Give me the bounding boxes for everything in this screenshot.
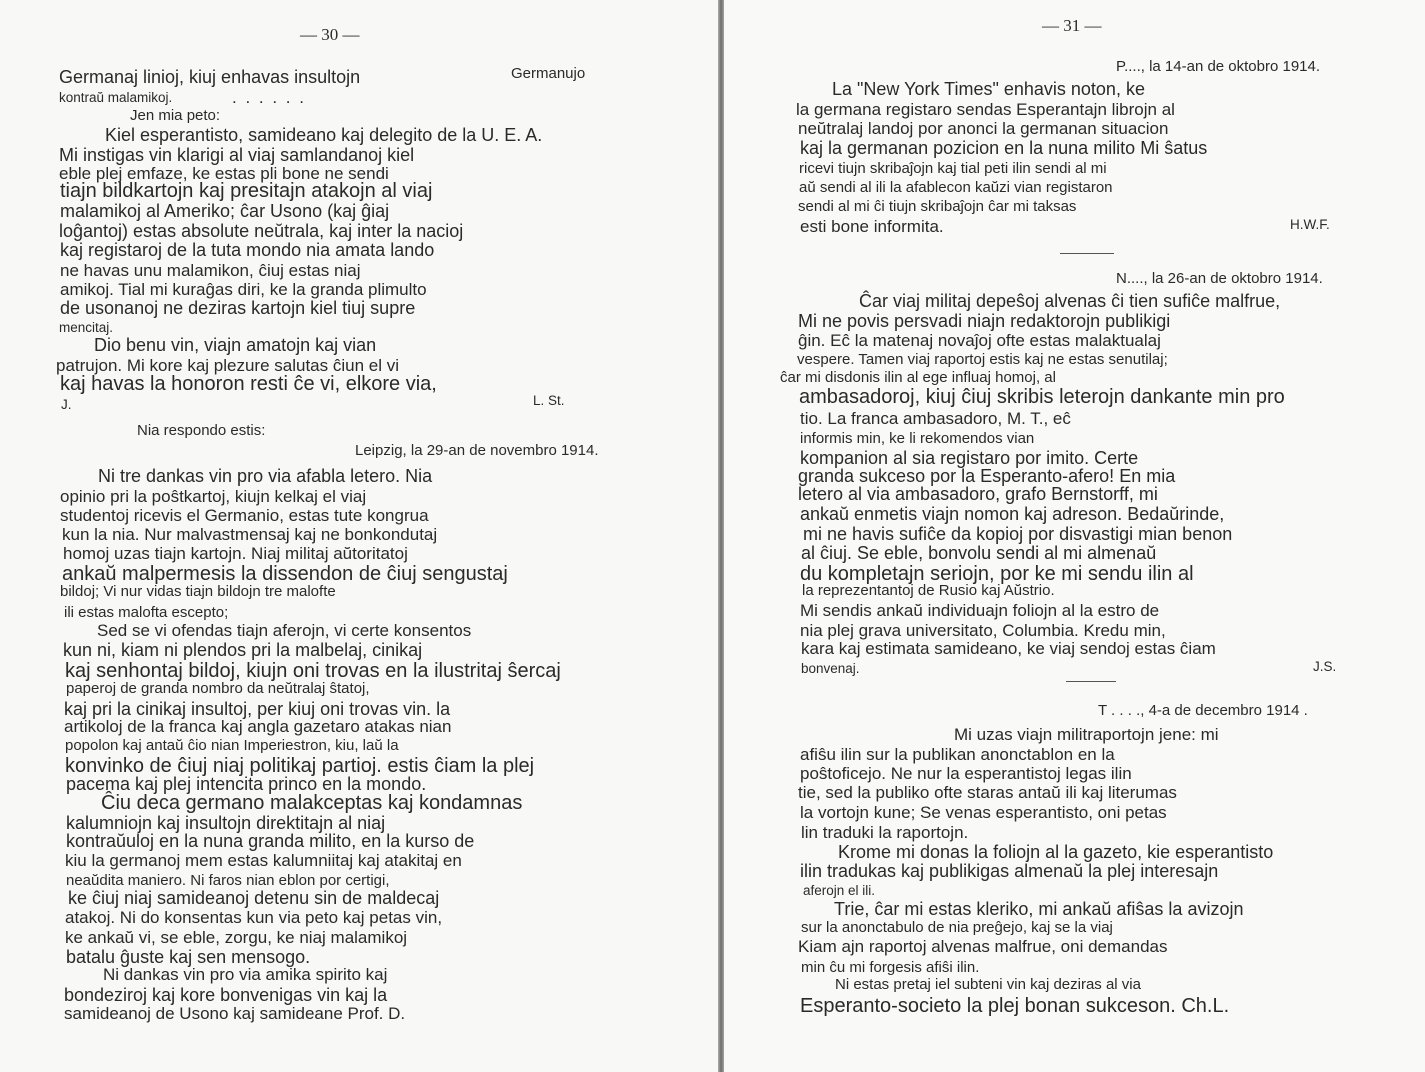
text-line: La "New York Times" enhavis noton, ke — [832, 79, 1145, 99]
text-line: bondeziroj kaj kore bonvenigas vin kaj la — [64, 985, 388, 1005]
text-line: kiu la germanoj mem estas kalumniitaj kaj atakitaj en — [65, 851, 462, 870]
text-line: Kiam ajn raportoj alvenas malfrue, oni demandas — [798, 937, 1168, 956]
text-line: homoj uzas tiajn kartojn. Niaj militaj aŭtoritatoj — [63, 544, 408, 563]
text-line: la reprezentantoj de Rusio kaj Aŭstrio. — [802, 582, 1055, 599]
text-line: ĉar mi disdonis ilin al ege influaj homoj, al — [780, 369, 1056, 386]
text-line: amikoj. Tial mi kuraĝas diri, ke la granda plimulto — [60, 280, 427, 299]
text-line: ankaŭ malpermesis la dissendon de ĉiuj sengustaj — [62, 563, 508, 585]
letter-dateline: N...., la 26-an de oktobro 1914. — [1116, 270, 1323, 287]
text-line: artikoloj de la franca kaj angla gazetaro atakas nian — [64, 717, 452, 736]
text-line: neaŭdita maniero. Ni faros nian eblon por certigi, — [66, 872, 390, 889]
text-line: la vortojn kune; Se venas esperantisto, oni petas — [800, 803, 1167, 822]
text-line: kalumniojn kaj insultojn direktitajn al niaj — [66, 813, 386, 833]
text-line: Ĉar viaj militaj depeŝoj alvenas ĉi tien sufiĉe malfrue, — [859, 291, 1281, 311]
text-line: Mi sendis ankaŭ individuajn foliojn al la estro de — [800, 601, 1160, 620]
text-line: Dio benu vin, viajn amatojn kaj vian — [94, 335, 377, 355]
text-line: Nia respondo estis: — [137, 422, 266, 439]
text-line: Ni dankas vin pro via amika spirito kaj — [103, 965, 388, 984]
letter-dateline: T . . . ., 4-a de decembro 1914 . — [1098, 702, 1308, 719]
text-line: Mi ne povis persvadi niajn redaktorojn publikigi — [798, 311, 1171, 331]
text-line: lin traduki la raportojn. — [801, 823, 969, 842]
text-line: mencitaj. — [59, 320, 114, 335]
text-line: loĝantoj) estas absolute neŭtrala, kaj inter la nacioj — [59, 221, 464, 241]
text-line: atakoj. Ni do konsentas kun via peto kaj petas vin, — [65, 908, 443, 927]
text-line: paperoj de granda nombro da neŭtralaj ŝtatoj, — [66, 680, 370, 697]
text-line: kun ni, kiam ni plendos pri la malbelaj, cinikaj — [63, 640, 423, 660]
text-line: opinio pri la poŝtkartoj, kiujn kelkaj el viaj — [60, 487, 367, 506]
signature: H.W.F. — [1290, 217, 1330, 232]
text-line: ili estas malofta escepto; — [64, 604, 229, 621]
text-line: Germanaj linioj, kiuj enhavas insultojn — [59, 67, 361, 87]
text-line: aferojn el ili. — [803, 883, 876, 898]
separator-rule — [1066, 681, 1116, 682]
text-line: bonvenaj. — [801, 661, 860, 676]
text-line: Ni tre dankas vin pro via afabla letero. Nia — [98, 466, 433, 486]
text-line: Ni estas pretaj iel subteni vin kaj deziras al via — [835, 976, 1141, 993]
signature-initial: J. — [61, 397, 72, 412]
signature: L. St. — [533, 393, 565, 408]
text-line: bildoj; Vi nur vidas tiajn bildojn tre malofte — [60, 583, 336, 600]
text-line: konvinko de ĉiuj niaj politikaj partioj. estis ĉiam la plej — [65, 755, 535, 777]
text-line: kompanion al sia registaro por imito. Certe — [800, 448, 1139, 468]
text-line: vespere. Tamen viaj raportoj estis kaj ne estas senutilaj; — [797, 351, 1168, 368]
text-line: ke ankaŭ vi, se eble, zorgu, ke niaj malamikoj — [65, 928, 408, 947]
text-line: Trie, ĉar mi estas kleriko, mi ankaŭ afiŝas la avizojn — [834, 899, 1244, 919]
text-line: ilin tradukas kaj publikigas almenaŭ la plej interesajn — [800, 861, 1219, 881]
text-line: ĝin. Eĉ la matenaj novaĵoj ofte estas malaktualaj — [798, 331, 1161, 350]
text-line: ambasadoroj, kiuj ĉiuj skribis leterojn dankante min pro — [799, 386, 1285, 408]
text-line: esti bone informita. — [800, 217, 944, 236]
text-line: ricevi tiujn skribaĵojn kaj tial peti ilin sendi al mi — [799, 160, 1107, 177]
text-line: ankaŭ enmetis viajn nomon kaj adreson. Bedaŭrinde, — [800, 504, 1225, 524]
text-line: du kompletajn seriojn, por ke mi sendu ilin al — [800, 563, 1194, 585]
text-line: poŝtoficejo. Ne nur la esperantistoj legas ilin — [800, 764, 1132, 783]
text-line: tie, sed la publiko ofte staras antaŭ ili kaj literumas — [798, 783, 1177, 802]
text-line: ne havas unu malamikon, ĉiuj estas niaj — [60, 261, 361, 280]
text-line: aŭ sendi al ili la afablecon kaŭzi vian registaron — [799, 179, 1113, 196]
letter-dateline: Leipzig, la 29-an de novembro 1914. — [355, 442, 599, 459]
text-line: Sed se vi ofendas tiajn aferojn, vi certe konsentos — [97, 621, 472, 640]
text-line: nia plej grava universitato, Columbia. Kredu min, — [800, 621, 1166, 640]
text-line: kaj pri la cinikaj insultoj, per kiuj oni trovas vin. la — [64, 699, 451, 719]
text-line: sur la anonctabulo de nia preĝejo, kaj se la viaj — [801, 919, 1113, 936]
text-line: Jen mia peto: — [130, 107, 221, 124]
text-line: Krome mi donas la foliojn al la gazeto, kie esperantisto — [838, 842, 1274, 862]
text-line: batalu ĝuste kaj sen mensogo. — [66, 947, 311, 967]
right-page — [724, 0, 1425, 1072]
text-line: kaj la germanan pozicion en la nuna milito Mi ŝatus — [800, 138, 1208, 158]
text-line: kun la nia. Nur malvastmensaj kaj ne bonkondutaj — [62, 525, 438, 544]
page-number: — 30 — — [300, 25, 360, 44]
text-line: al ĉiuj. Se eble, bonvolu sendi al mi almenaŭ — [801, 543, 1157, 563]
text-line: ke ĉiuj niaj samideanoj detenu sin de maldecaj — [68, 888, 440, 908]
text-line: sendi al mi ĉi tiujn skribaĵojn ĉar mi taksas — [798, 198, 1077, 215]
text-line: de usonanoj ne deziras kartojn kiel tiuj supre — [60, 298, 416, 318]
text-line: Kiel esperantisto, samideano kaj delegito de la U. E. A. — [105, 125, 543, 145]
text-line: patrujon. Mi kore kaj plezure salutas ĉiun el vi — [56, 356, 399, 375]
text-line: tio. La franca ambasadoro, M. T., eĉ — [800, 409, 1071, 428]
text-line: min ĉu mi forgesis afiŝi ilin. — [801, 959, 980, 976]
text-line: afiŝu ilin sur la publikan anonctablon en la — [800, 745, 1115, 764]
text-line: popolon kaj antaŭ ĉio nian Imperiestron, kiu, laŭ la — [65, 737, 399, 754]
text-line: tiajn bildkartojn kaj presitajn atakojn al viaj — [60, 180, 433, 202]
text-line: kontraŭ malamikoj. — [59, 90, 173, 105]
text-line: Esperanto-societo la plej bonan sukceson. Ch.L. — [800, 995, 1230, 1017]
text-line: la germana registaro sendas Esperantajn librojn al — [796, 100, 1175, 119]
text-line: mi ne havis sufiĉe da kopioj por disvastigi mian benon — [803, 524, 1233, 544]
text-line: granda sukceso por la Esperanto-afero! En mia — [798, 466, 1176, 486]
text-line: malamikoj al Ameriko; ĉar Usono (kaj ĝiaj — [60, 201, 390, 221]
letter-dateline: P...., la 14-an de oktobro 1914. — [1116, 58, 1321, 75]
text-line: Mi uzas viajn militraportojn jene: mi — [954, 725, 1219, 744]
page-number: — 31 — — [1042, 16, 1102, 35]
signature: J.S. — [1313, 659, 1337, 674]
text-line: kaj havas la honoron resti ĉe vi, elkore via, — [60, 373, 437, 395]
text-line: samideanoj de Usono kaj samideane Prof. D. — [64, 1004, 406, 1023]
text-line: pacema kaj plej intencita princo en la mondo. — [66, 774, 427, 794]
country-label: Germanujo — [511, 65, 586, 82]
text-line: eble plej emfaze, ke estas pli bone ne sendi — [59, 164, 389, 183]
text-line: kaj senhontaj bildoj, kiujn oni trovas en la ilustritaj ŝercaj — [65, 660, 561, 682]
ellipsis: . . . . . . — [232, 88, 306, 107]
text-line: informis min, ke li rekomendos vian — [800, 430, 1035, 447]
text-line: letero al via ambasadoro, grafo Bernstorff, mi — [798, 484, 1158, 504]
text-line: kontraŭuloj en la nuna granda milito, en la kurso de — [66, 831, 475, 851]
text-line: kara kaj estimata samideano, ke viaj sendoj estas ĉiam — [801, 639, 1216, 658]
text-line: studentoj ricevis el Germanio, estas tute kongrua — [60, 506, 429, 525]
text-line: kaj registaroj de la tuta mondo nia amata lando — [60, 240, 435, 260]
text-line: Mi instigas vin klarigi al viaj samlandanoj kiel — [59, 145, 415, 165]
text-line: neŭtralaj landoj por anonci la germanan situacion — [798, 119, 1169, 138]
text-line: Ĉiu deca germano malakceptas kaj kondamnas — [101, 792, 523, 814]
separator-rule — [1060, 253, 1114, 254]
